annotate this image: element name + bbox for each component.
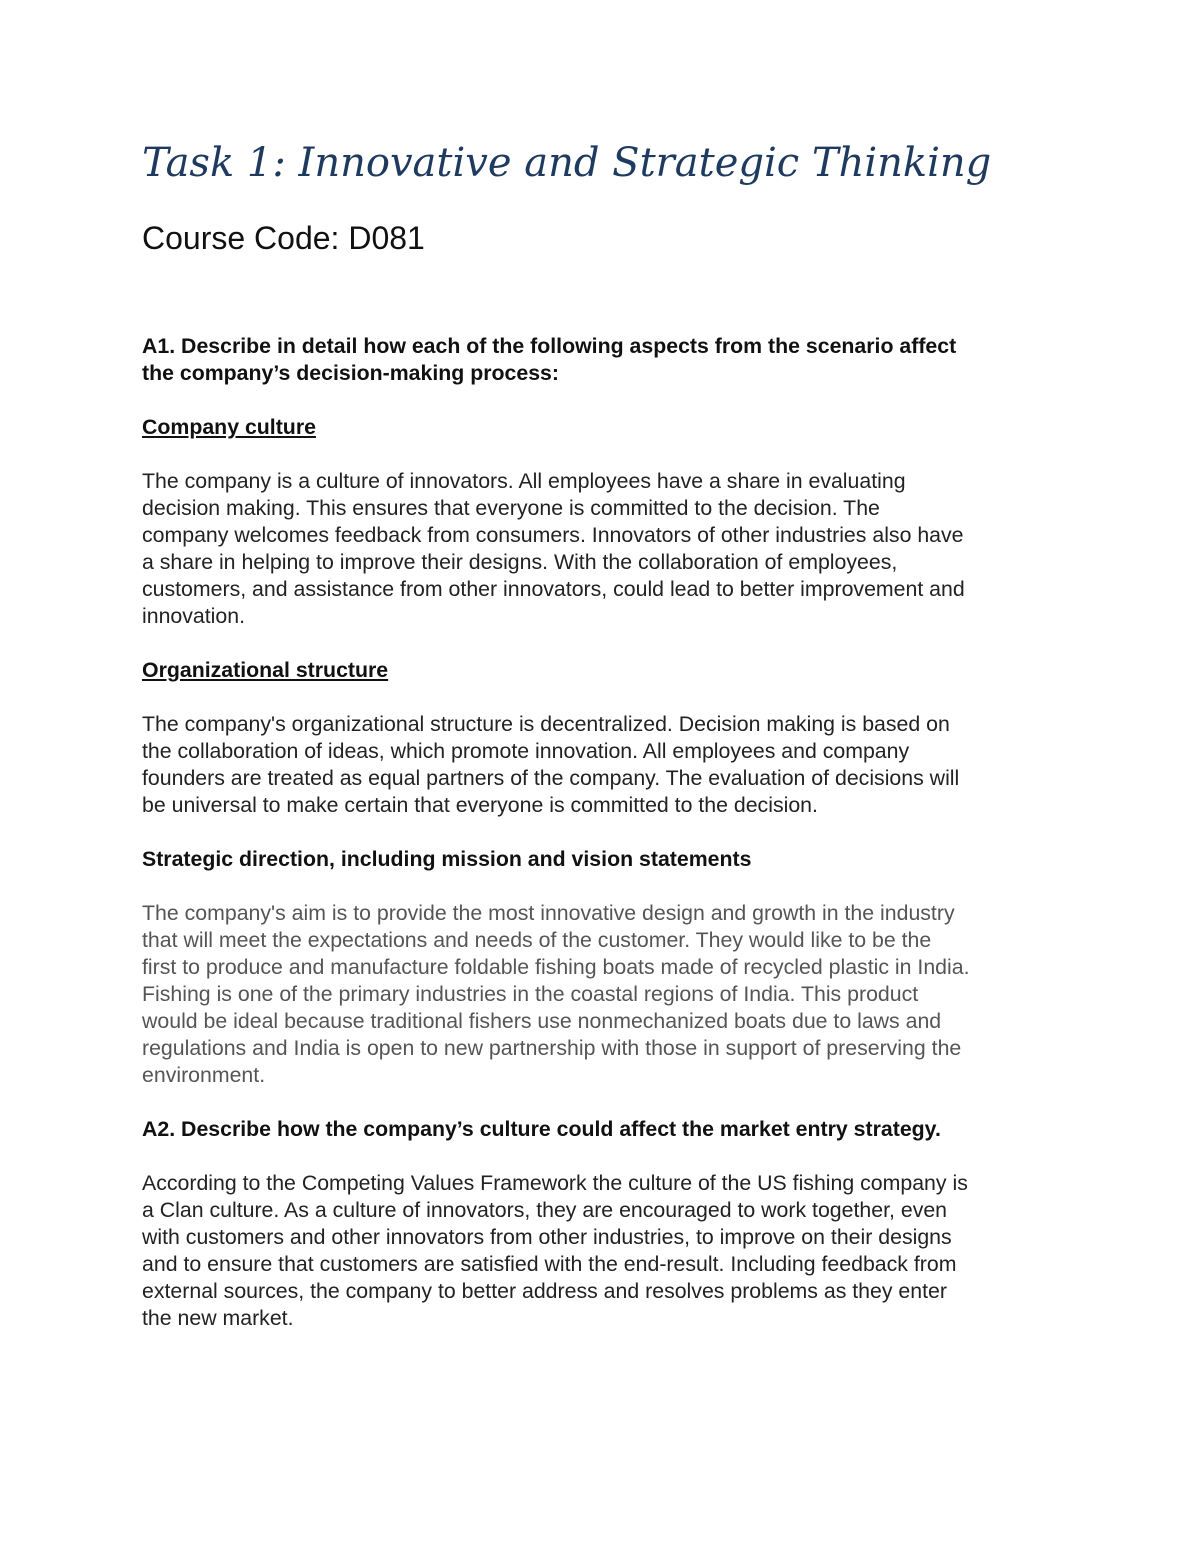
question-a2 (142, 1116, 1062, 1143)
paragraph-line: the new market. (142, 1306, 294, 1330)
question-a1-line: the company’s decision-making process: (142, 361, 559, 385)
heading-strategic-direction: Strategic direction, including mission and vision statements (142, 847, 752, 871)
paragraph-line: a Clan culture. As a culture of innovators, they are encouraged to work together, even (142, 1198, 948, 1222)
document-body (142, 333, 1062, 1359)
paragraph-line: would be ideal because traditional fishers use nonmechanized boats due to laws and (142, 1009, 942, 1033)
paragraph-line: regulations and India is open to new partnership with those in support of preserving the (142, 1036, 962, 1060)
paragraph-line: the collaboration of ideas, which promote innovation. All employees and company (142, 739, 910, 763)
paragraph-company-culture (142, 468, 1062, 630)
paragraph-line: founders are treated as equal partners of the company. The evaluation of decisions will (142, 766, 960, 790)
paragraph-strategic-direction (142, 900, 1062, 1089)
paragraph-line: company welcomes feedback from consumers. Innovators of other industries also have (142, 523, 964, 547)
paragraph-organizational-structure (142, 711, 1062, 819)
paragraph-line: Fishing is one of the primary industries in the coastal regions of India. This product (142, 982, 919, 1006)
course-code: Course Code: D081 (142, 220, 425, 256)
paragraph-line: The company's organizational structure is decentralized. Decision making is based on (142, 712, 950, 736)
question-a1 (142, 333, 1062, 387)
paragraph-line: According to the Competing Values Framework the culture of the US fishing company is (142, 1171, 968, 1195)
heading-organizational-structure: Organizational structure (142, 658, 389, 682)
question-a1-line: A1. Describe in detail how each of the following aspects from the scenario affect (142, 334, 957, 358)
paragraph-line: The company's aim is to provide the most innovative design and growth in the industry (142, 901, 955, 925)
question-a2-line: A2. Describe how the company’s culture could affect the market entry strategy. (142, 1117, 941, 1141)
paragraph-line: customers, and assistance from other innovators, could lead to better improvement and (142, 577, 965, 601)
paragraph-line: decision making. This ensures that everyone is committed to the decision. The (142, 496, 880, 520)
paragraph-line: and to ensure that customers are satisfied with the end-result. Including feedback from (142, 1252, 957, 1276)
paragraph-line: environment. (142, 1063, 266, 1087)
paragraph-line: innovation. (142, 604, 246, 628)
paragraph-line: The company is a culture of innovators. All employees have a share in evaluating (142, 469, 906, 493)
paragraph-line: be universal to make certain that everyone is committed to the decision. (142, 793, 818, 817)
paragraph-line: that will meet the expectations and needs of the customer. They would like to be the (142, 928, 932, 952)
paragraph-line: with customers and other innovators from other industries, to improve on their designs (142, 1225, 952, 1249)
paragraph-a2 (142, 1170, 1062, 1332)
paragraph-line: first to produce and manufacture foldable fishing boats made of recycled plastic in India. (142, 955, 970, 979)
paragraph-line: a share in helping to improve their designs. With the collaboration of employees, (142, 550, 898, 574)
paragraph-line: external sources, the company to better address and resolves problems as they enter (142, 1279, 947, 1303)
document-title: Task 1: Innovative and Strategic Thinking (142, 140, 992, 186)
heading-company-culture: Company culture (142, 415, 316, 439)
